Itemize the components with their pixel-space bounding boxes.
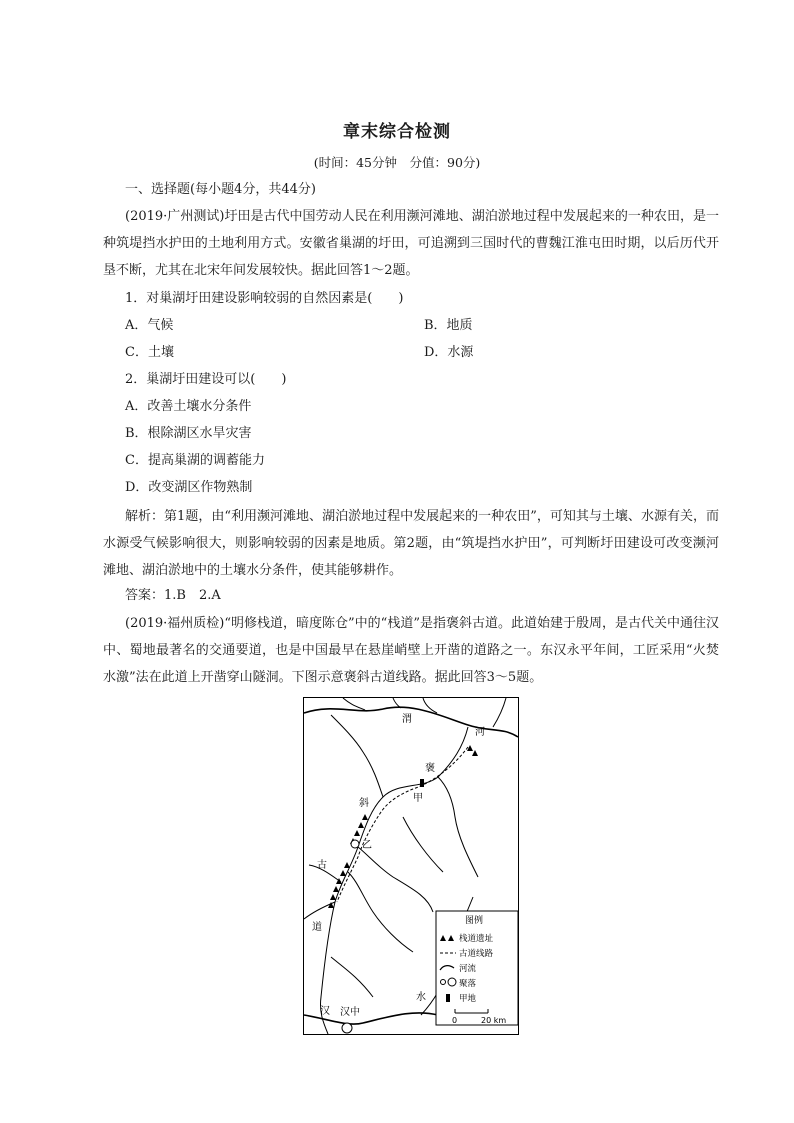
- exam-time-score: (时间：45分钟 分值：90分): [313, 155, 481, 170]
- label-wei: 渭: [402, 714, 412, 725]
- label-han: 汉: [320, 1006, 330, 1017]
- question-1-option-a: A．气候: [125, 318, 174, 333]
- label-yi: 乙: [362, 840, 372, 851]
- legend-box: [436, 911, 518, 1025]
- question-1-stem: 1．对巢湖圩田建设影响较弱的自然因素是( ): [125, 291, 404, 306]
- label-hanzhong: 汉中: [340, 1007, 360, 1018]
- label-shui: 水: [416, 992, 426, 1003]
- baoxie-road-map: [303, 697, 519, 1035]
- settlement-yi: [351, 840, 359, 848]
- label-he: 河: [475, 727, 485, 738]
- label-gu: 古: [317, 860, 327, 871]
- label-jia: 甲: [413, 793, 423, 804]
- section-heading: 一、选择题(每小题4分，共44分): [125, 182, 316, 197]
- legend-item-settlement: 聚落: [459, 979, 477, 989]
- question-1-option-c: C．土壤: [125, 345, 174, 360]
- legend-circle-large-icon: [448, 978, 456, 986]
- legend-item-jia: 甲地: [459, 994, 477, 1004]
- question-1-option-d: D．水源: [424, 345, 474, 360]
- map-svg: [303, 697, 519, 1035]
- intro-paragraph-2: (2019·福州质检)“明修栈道，暗度陈仓”中的“栈道”是指褒斜古道。此道始建于殷周，是古代关中通往汉中、蜀地最著名的交通要道，也是中国最早在悬崖峭壁上开凿的道路之一。东汉永平年间，工匠采用“火焚水激”法在此道上开凿穿山隧洞。下图示意褒斜古道线路。据此回答3～5题。: [103, 616, 719, 685]
- legend-circle-small-icon: [441, 980, 446, 985]
- legend-jia-icon: [446, 994, 450, 1002]
- legend-item-river: 河流: [459, 964, 477, 974]
- legend-item-ruins: 栈道遗址: [459, 934, 494, 944]
- map-legend: [436, 911, 518, 1025]
- analysis-paragraph: 解析：第1题，由“利用濒河滩地、湖泊淤地过程中发展起来的一种农田”，可知其与土壤、水源有关，而水源受气候影响很大，则影响较弱的因素是地质。第2题，由“筑堤挡水护田”，可判断圩田建设可改变濒河滩地、湖泊淤地中的土壤水分条件，使其能够耕作。: [103, 509, 719, 578]
- question-2-option-d: D．改变湖区作物熟制: [125, 480, 253, 495]
- question-2-option-b: B．根除湖区水旱灾害: [125, 426, 252, 441]
- place-jia-marker: [420, 779, 424, 787]
- legend-title: 图例: [465, 916, 484, 926]
- page-title: 章末综合检测: [343, 122, 451, 142]
- question-2-option-a: A．改善土壤水分条件: [125, 399, 252, 414]
- intro-paragraph-1: (2019·广州测试)圩田是古代中国劳动人民在利用濒河滩地、湖泊淤地过程中发展起来的一种农田，是一种筑堤挡水护田的土地利用方式。安徽省巢湖的圩田，可追溯到三国时代的曹魏江淮屯田时期，以后历代开垦不断，尤其在北宋年间发展较快。据此回答1～2题。: [103, 209, 719, 278]
- question-1-option-b: B．地质: [424, 318, 473, 333]
- label-bao: 褒: [425, 763, 435, 774]
- answer-line: 答案：1.B 2.A: [125, 588, 221, 603]
- legend-item-road: 古道线路: [459, 949, 494, 959]
- question-2-option-c: C．提高巢湖的调蓄能力: [125, 453, 265, 468]
- settlement-hanzhong: [342, 1023, 352, 1033]
- scale-zero: 0: [452, 1016, 458, 1025]
- label-xie: 斜: [359, 798, 369, 809]
- scale-length: 20 km: [481, 1016, 507, 1025]
- question-2-stem: 2．巢湖圩田建设可以( ): [125, 372, 287, 387]
- label-dao: 道: [312, 922, 322, 933]
